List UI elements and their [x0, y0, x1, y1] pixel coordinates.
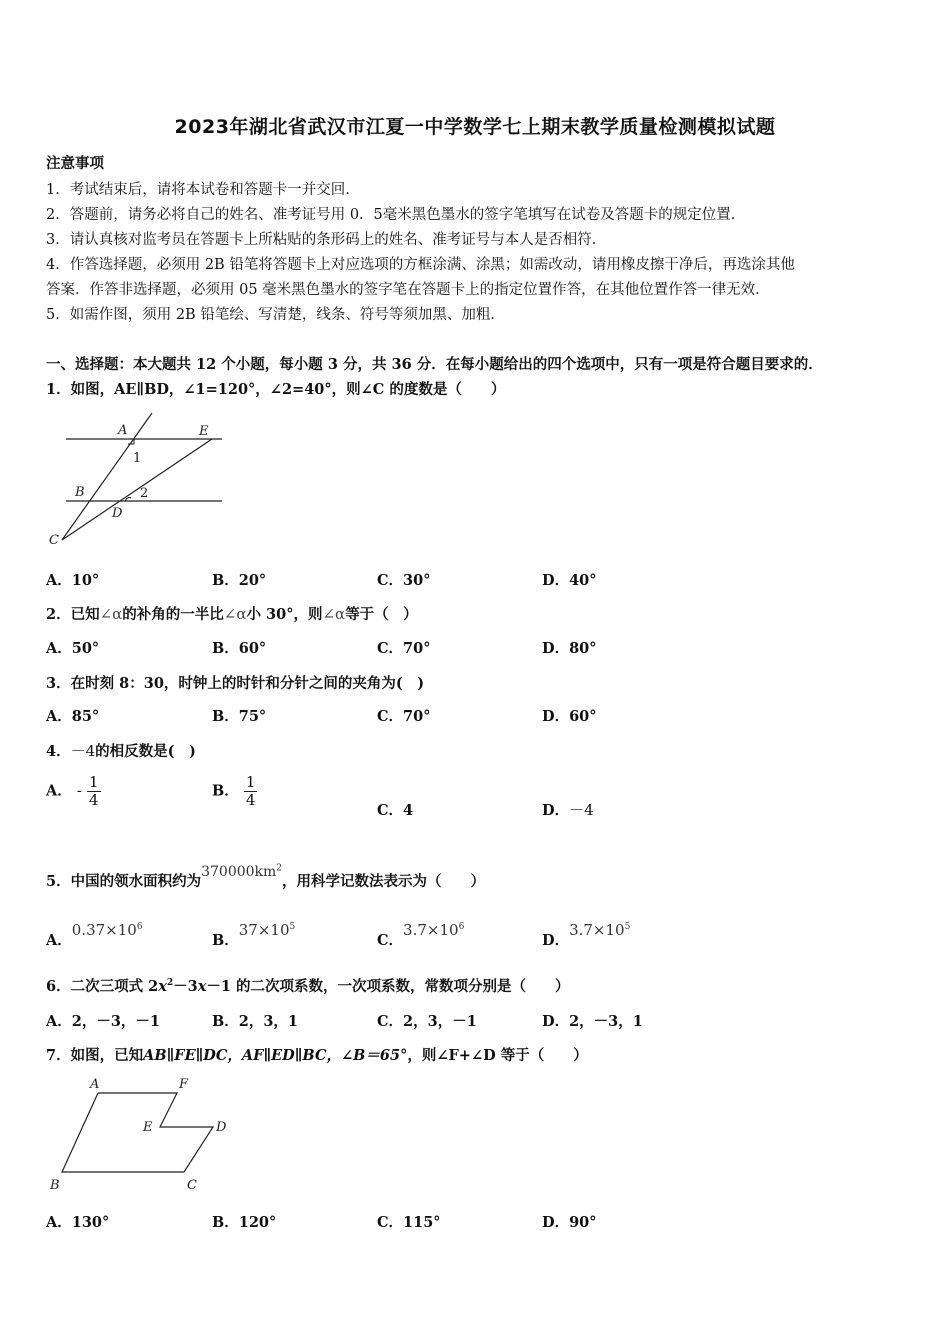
- q4-option-b-den: 4: [245, 791, 256, 809]
- q5-option-c-exp: 6: [458, 922, 465, 932]
- q7-post: ，则∠F+∠D 等于（ ）: [407, 1047, 588, 1064]
- q1-label-c: C: [49, 533, 59, 548]
- q5-option-d-exp: 5: [624, 922, 631, 932]
- q6-x2: x: [197, 978, 207, 995]
- q4-option-a-num: 1: [88, 773, 99, 791]
- page-title: 2023年湖北省武汉市江夏一中学数学七上期末教学质量检测模拟试题: [174, 116, 776, 138]
- q7-option-a[interactable]: A．130°: [46, 1214, 110, 1231]
- q1-option-d[interactable]: D．40°: [542, 572, 597, 589]
- q6-pre: 6．二次三项式 2: [46, 978, 159, 995]
- q3-option-d[interactable]: D．60°: [542, 708, 597, 725]
- q5-option-a-label: A．: [46, 932, 72, 949]
- q5-pre: 5．中国的领水面积约为: [46, 873, 202, 890]
- q6-option-a[interactable]: A．2，－3，－1: [46, 1013, 161, 1030]
- q4-value: －4: [70, 742, 96, 760]
- q6-option-b[interactable]: B．2，3，1: [212, 1013, 299, 1030]
- q7-condition: AB∥FE∥DC，AF∥ED∥BC，∠B＝65°: [143, 1047, 408, 1064]
- q1-label-e: E: [199, 424, 209, 439]
- q1-label-2: 2: [140, 486, 149, 501]
- q4-option-a-sign: -: [76, 781, 82, 800]
- q6-x1: x: [158, 978, 167, 995]
- q7-shape: [62, 1093, 213, 1172]
- q4-option-b-num: 1: [245, 773, 256, 791]
- q3-option-c[interactable]: C．70°: [377, 708, 431, 725]
- notice-heading: 注意事项: [46, 155, 104, 172]
- q1-label-1: 1: [133, 451, 142, 466]
- q2-mid2: 小 30°，则: [246, 606, 323, 623]
- q2-option-d[interactable]: D．80°: [542, 640, 597, 657]
- q7-label-c: C: [187, 1178, 197, 1193]
- q1-option-c[interactable]: C．30°: [377, 572, 431, 589]
- q2-angle-2: ∠α: [223, 605, 247, 623]
- notice-item-2: 2．答题前，请务必将自己的姓名、准考证号用 0．5毫米黑色墨水的签字笔填写在试卷及答题卡的规定位置．: [46, 207, 746, 223]
- q2-pre: 2．已知: [46, 606, 100, 623]
- q6-option-c[interactable]: C．2，3，－1: [377, 1013, 477, 1030]
- q1-label-b: B: [75, 485, 85, 500]
- q5-area-sup: 2: [276, 863, 283, 874]
- q5-option-b-label: B．: [212, 932, 239, 949]
- q5-option-a-base: 0.37×10: [71, 921, 137, 939]
- q6-post: －1 的二次项系数，一次项系数，常数项分别是（ ）: [206, 978, 570, 995]
- q2-mid: 的补角的一半比: [122, 606, 224, 623]
- q2-angle-3: ∠α: [322, 605, 346, 623]
- q4-option-a-den: 4: [88, 791, 99, 809]
- notice-item-4-cont: 答案．作答非选择题，必须用 05 毫米黑色墨水的签字笔在答题卡上的指定位置作答，在其他位置作答一律无效．: [46, 282, 770, 298]
- q5-post: ，用科学记数法表示为（ ）: [282, 873, 486, 890]
- q1-option-b[interactable]: B．20°: [212, 572, 267, 589]
- notice-item-5: 5．如需作图，须用 2B 铅笔绘、写清楚，线条、符号等须加黑、加粗．: [46, 307, 505, 323]
- q1-label-d: D: [112, 506, 123, 521]
- q4-option-c[interactable]: C．4: [377, 802, 414, 819]
- q1-option-a[interactable]: A．10°: [46, 572, 100, 589]
- q7-label-f: F: [179, 1077, 189, 1092]
- q4-option-d-value: －4: [569, 801, 594, 819]
- q2-option-b[interactable]: B．60°: [212, 640, 267, 657]
- q6-mid: －3: [173, 978, 198, 995]
- q5-option-d-base: 3.7×10: [569, 921, 625, 939]
- q5-option-d-label: D．: [542, 932, 570, 949]
- q2-option-c[interactable]: C．70°: [377, 640, 431, 657]
- q2-option-a[interactable]: A．50°: [46, 640, 100, 657]
- section-heading: 一、选择题：本大题共 12 个小题，每小题 3 分，共 36 分．在每小题给出的四个选项中，只有一项是符合题目要求的．: [46, 356, 823, 373]
- q7-label-a: A: [90, 1077, 100, 1092]
- q3-option-a[interactable]: A．85°: [46, 708, 100, 725]
- q1-stem: 1．如图，AE∥BD，∠1=120°，∠2=40°，则∠C 的度数是（ ）: [46, 381, 506, 398]
- q7-pre: 7．如图，已知: [46, 1047, 144, 1064]
- q7-option-c[interactable]: C．115°: [377, 1214, 441, 1231]
- q5-area-value: 370000km: [201, 864, 277, 880]
- q5-option-c-base: 3.7×10: [403, 921, 459, 939]
- q3-option-b[interactable]: B．75°: [212, 708, 267, 725]
- q3-stem: 3．在时刻 8：30，时钟上的时针和分针之间的夹角为( ): [46, 675, 425, 692]
- q2-post: 等于（ ）: [345, 606, 418, 623]
- notice-item-3: 3．请认真核对监考员在答题卡上所粘贴的条形码上的姓名、准考证号与本人是否相符．: [46, 232, 607, 248]
- notice-item-1: 1．考试结束后，请将本试卷和答题卡一并交回．: [46, 182, 360, 198]
- notice-item-4: 4．作答选择题，必须用 2B 铅笔将答题卡上对应选项的方框涂满、涂黑；如需改动，请用橡皮擦干净后，再选涂其他: [46, 257, 795, 273]
- q7-label-e: E: [143, 1120, 153, 1135]
- q5-option-a-exp: 6: [136, 922, 143, 932]
- q7-option-d[interactable]: D．90°: [542, 1214, 597, 1231]
- q4-pre: 4．: [46, 743, 71, 760]
- q5-option-b-base: 37×10: [238, 921, 290, 939]
- q7-option-b[interactable]: B．120°: [212, 1214, 277, 1231]
- q1-label-a: A: [118, 423, 128, 438]
- q5-option-c-label: C．: [377, 932, 404, 949]
- q5-option-b-exp: 5: [289, 922, 296, 932]
- q6-sup: 2: [166, 978, 174, 989]
- q4-option-d-label: D．: [542, 802, 570, 819]
- q4-option-a-label: A．: [46, 782, 72, 800]
- q4-option-b-label: B．: [212, 782, 239, 800]
- q4-post: 的相反数是( ): [95, 743, 196, 760]
- q7-label-d: D: [216, 1120, 227, 1135]
- q2-angle-1: ∠α: [99, 605, 123, 623]
- q6-option-d[interactable]: D．2，－3，1: [542, 1013, 643, 1030]
- q7-label-b: B: [50, 1178, 60, 1193]
